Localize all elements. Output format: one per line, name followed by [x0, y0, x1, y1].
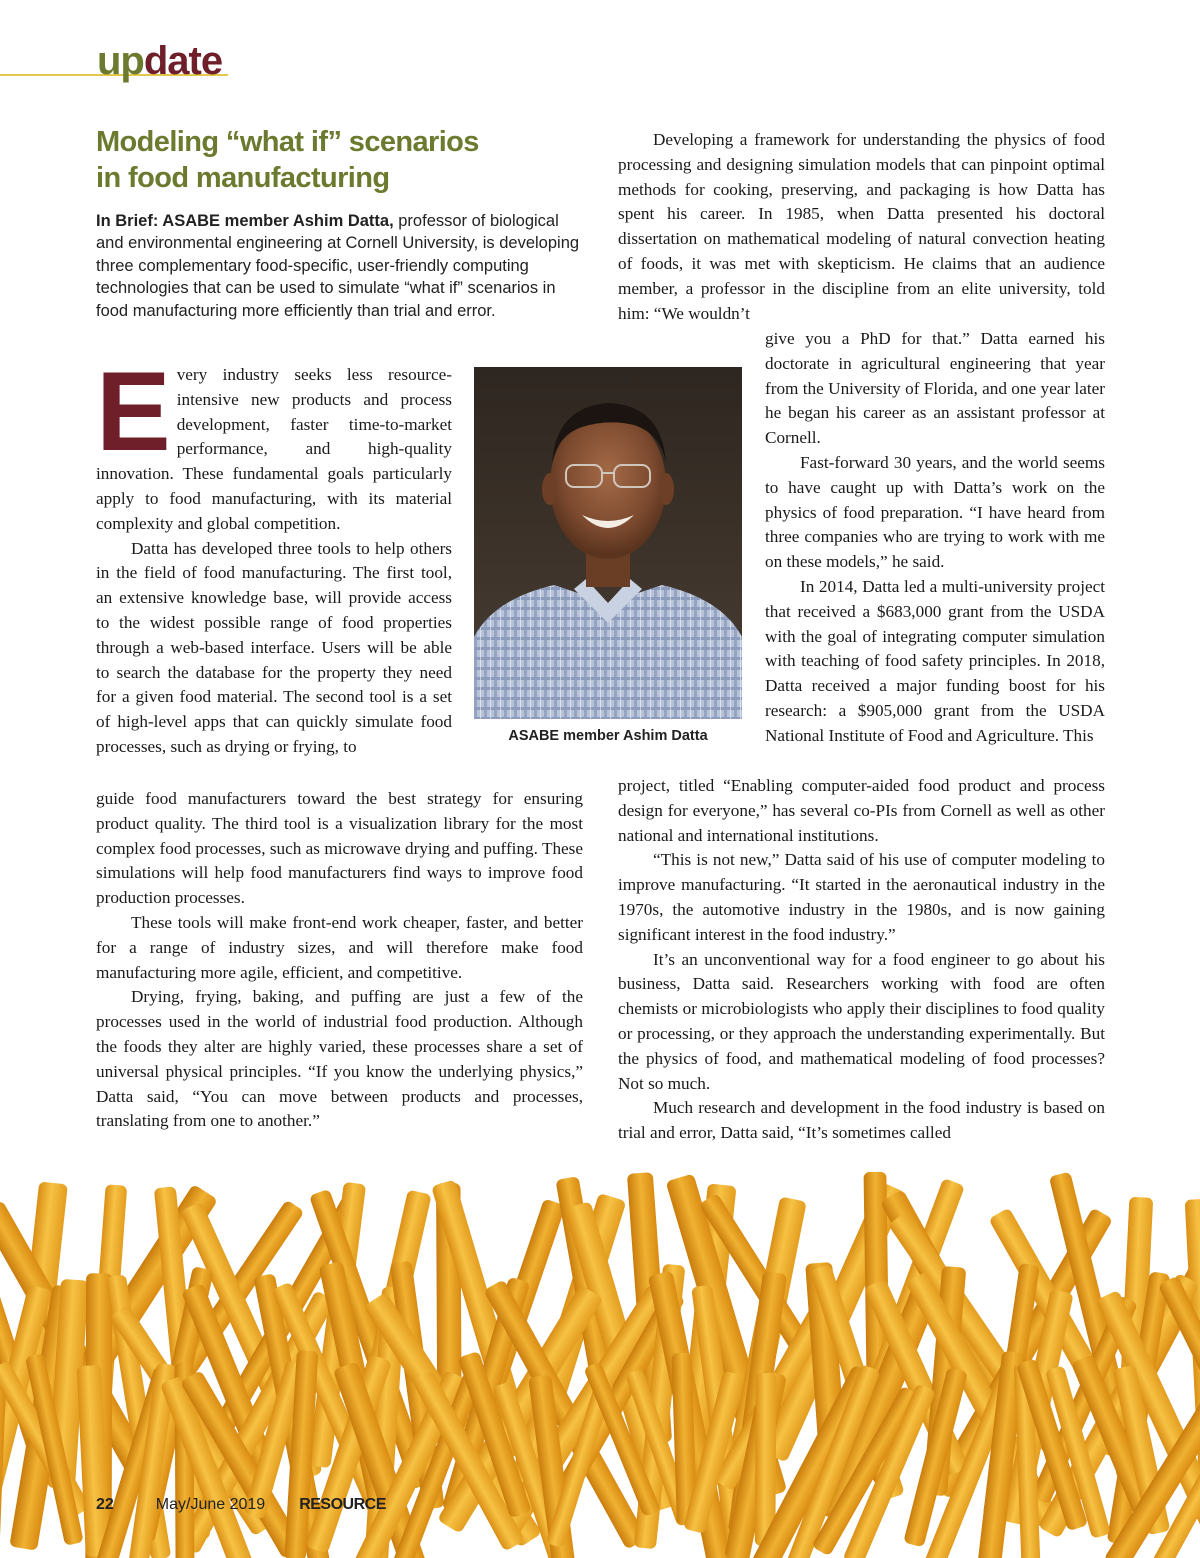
- headline-line2: in food manufacturing: [96, 162, 390, 194]
- drop-cap: E: [96, 349, 171, 474]
- paragraph-intro: [96, 349, 452, 537]
- paragraph-intro-text: very industry seeks less resource-intensive new products and process development, faster time-to-market performance, and high-quality innovation. These fundamental goals particularly apply to food manufacturing, with its material complexity and global competition.: [96, 365, 452, 533]
- paragraph-trial-error: Much research and development in the food industry is based on trial and error, Datta said, “It’s sometimes called: [618, 1098, 1105, 1143]
- paragraph-cheaper: These tools will make front-end work cheaper, faster, and better for a range of industry sizes, and will therefore make food manufacturing more agile, efficient, and competitive.: [96, 912, 583, 982]
- right-column-narrow: [765, 327, 1105, 749]
- section-title: [97, 36, 222, 86]
- page-footer: [96, 1496, 386, 1520]
- right-column-lower: [618, 774, 1105, 1146]
- paragraph-grants-cont: project, titled “Enabling computer-aided food product and process design for everyone,” has several co-PIs from Cornell as well as other national and international institutions.: [618, 776, 1105, 845]
- in-brief-text: professor of biological and environmental engineering at Cornell University, is developing three complementary food-specific, user-friendly computing technologies that can be used to simulate “what if” scenarios in food manufacturing more efficiently than trial and error.: [96, 212, 580, 320]
- section-title-part2: date: [143, 39, 223, 83]
- magazine-name: RESOURCE: [299, 1496, 386, 1513]
- paragraph-fast-forward: Fast-forward 30 years, and the world seems to have caught up with Datta’s work on the physics of food preparation. “I have heard from three companies who are trying to work with me on these models,” he said.: [765, 452, 1105, 572]
- right-column-upper: [618, 128, 1105, 326]
- paragraph-not-new: “This is not new,” Datta said of his use of computer modeling to improve manufacturing. “It started in the aeronautical industry in the 1970s, the automotive industry in the 1980s, and is now gaining significant interest in the food industry.”: [618, 850, 1105, 944]
- in-brief: [96, 210, 584, 322]
- portrait-illustration: [474, 367, 742, 719]
- article-headline: [96, 124, 596, 196]
- paragraph-processes: Drying, frying, baking, and puffing are just a few of the processes used in the world of industrial food production. Although the foods they alter are highly varied, these processes share a set of universal physical principles. “If you know the underlying physics,” Datta said, “You can move between products and processes, translating from one to another.”: [96, 987, 583, 1131]
- photo-caption: ASABE member Ashim Datta: [508, 728, 708, 744]
- left-column-lower: [96, 787, 583, 1134]
- paragraph-grants: In 2014, Datta led a multi-university project that received a $683,000 grant from the USDA with the goal of integrating computer simulation with teaching of food safety principles. In 2018, Datta received a major funding boost for his research: a $905,000 grant from the USDA National Institute of Food and Agriculture. This: [765, 576, 1105, 745]
- left-column-upper: [96, 349, 452, 760]
- paragraph-tools: Datta has developed three tools to help others in the field of food manufacturing. The first tool, an extensive knowledge base, will provide access to the widest possible range of food properties through a web-based interface. Users will be able to search the database for the property they need for a given food material. The second tool is a set of high-level apps that can quickly simulate food processes, such as drying or frying, to: [96, 538, 452, 756]
- issue-date: May/June 2019: [155, 1496, 266, 1513]
- section-title-part1: up: [97, 39, 144, 83]
- in-brief-lead: In Brief: ASABE member Ashim Datta,: [96, 212, 394, 230]
- paragraph-framework: Developing a framework for understanding the physics of food processing and designing simulation models that can pinpoint optimal methods for cooking, preserving, and packaging is how Datta has spent his career. In 1985, when Datta presented his doctoral dissertation on mathematical modeling of natural convection heating of foods, it was met with skepticism. He claims that an audience member, a professor in the discipline from an elite university, told him: “We wouldn’t: [618, 130, 1105, 323]
- portrait-photo: [474, 367, 742, 719]
- paragraph-tools-cont: guide food manufacturers toward the best strategy for ensuring product quality. The third tool is a visualization library for the most complex food processes, such as microwave drying and puffing. These simulations will help food manufacturers find ways to improve food production processes.: [96, 789, 583, 908]
- paragraph-unconventional: It’s an unconventional way for a food engineer to go about his business, Datta said. Researchers working with food are often chemists or microbiologists who apply their disciplines to food quality or processing, or they approach the understanding experimentally. But the physics of food, and mathematical modeling of food processes? Not so much.: [618, 949, 1105, 1093]
- page-number: 22: [96, 1496, 114, 1513]
- headline-line1: Modeling “what if” scenarios: [96, 126, 479, 158]
- paragraph-framework-cont: give you a PhD for that.” Datta earned his doctorate in agricultural engineering that year from the University of Florida, and one year later he began his career as an assistant professor at Cornell.: [765, 329, 1105, 448]
